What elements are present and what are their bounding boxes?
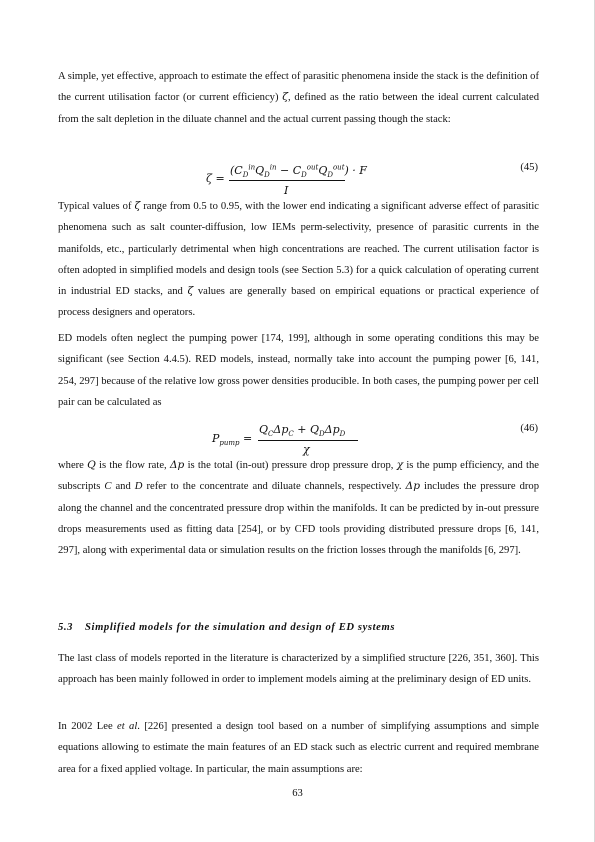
equation-46-denominator: χ (303, 443, 310, 456)
equation-45-denominator: I (284, 184, 289, 197)
page-number: 63 (292, 788, 303, 799)
equation-45-lhs: ζ = (206, 172, 225, 185)
paragraph-current-utilisation: A simple, yet effective, approach to estimate the effect of parasitic phenomena inside the stack is the definition of the current utilisation factor (or current efficiency) ζ, defined as the ratio between the ideal current calculated from the salt depletion in the diluate channel and the actual current passing though the stack: (58, 71, 539, 125)
paragraph-flow-rate-definitions: where Q is the flow rate, Δp is the total (in-out) pressure drop pressure drop, χ is the pump efficiency, and the subscripts C and D refer to the concentrate and diluate channels, respectively. Δp includes the pressure drop along the channel and the concentrated pressure drop within the manifolds. It can be predicted by in-out pressure drops measurements used as fitting data [254], or by CFD tools providing distributed pressure drops [6, 141, 297], along with experimental data or simulation results on the friction losses through the manifolds [6, 297]. (58, 459, 540, 557)
paragraph-lee-design-tool: In 2002 Lee et al. [226] presented a design tool based on a number of simplifying assumptions and simple equations allowing to estimate the main features of an ED stack such as electric current and required membrane area for a fixed applied voltage. In particular, the main assumptions are: (58, 721, 539, 775)
equation-45-numerator: $(C_D^{in}Q_D^{in} - C_D^{out}Q_D^{out}) \cdot F$ (230, 163, 367, 180)
equation-46-numerator: $Q_C\Delta p_C + Q_D\Delta p_D$ (259, 423, 346, 439)
paragraph-simplified-models: The last class of models reported in the literature is characterized by a simplified structure [226, 351, 360]. This approach has been mainly followed in order to implement models aiming at the preliminary design of ED units. (58, 653, 539, 686)
equation-46-lhs: $P_{pump}$ = (212, 432, 253, 448)
paragraph-typical-values: Typical values of ζ range from 0.5 to 0.95, with the lower end indicating a significant adverse effect of parasitic phenomena such as salt counter-diffusion, low IEMs perm-selectivity, presence of parasitic currents in the manifolds, etc., particularly detrimental when high concentrations are reached. The current utilisation factor is often adopted in simplified models and design tools (see Section 5.3) for a quick calculation of operating current in industrial ED stacks, and ζ values are generally based on empirical equations or practical experience of process designers and operators. (58, 200, 539, 319)
equation-46-number: (46) (520, 423, 538, 434)
equation-45-fraction-bar (229, 180, 345, 181)
section-title: Simplified models for the simulation and design of ED systems (85, 622, 396, 633)
equation-45-number: (45) (520, 162, 538, 173)
paragraph-pumping-power: ED models often neglect the pumping power [174, 199], although in some operating conditions this may be significant (see Section 4.4.5). RED models, instead, normally take into account the pumping power [6, 141, 254, 297] because of the relative low gross power densities producible. In both cases, the pumping power per cell pair can be calculated as (58, 333, 539, 408)
equation-46-fraction-bar (258, 440, 358, 441)
section-number: 5.3 (58, 622, 74, 633)
section-heading (58, 622, 539, 633)
